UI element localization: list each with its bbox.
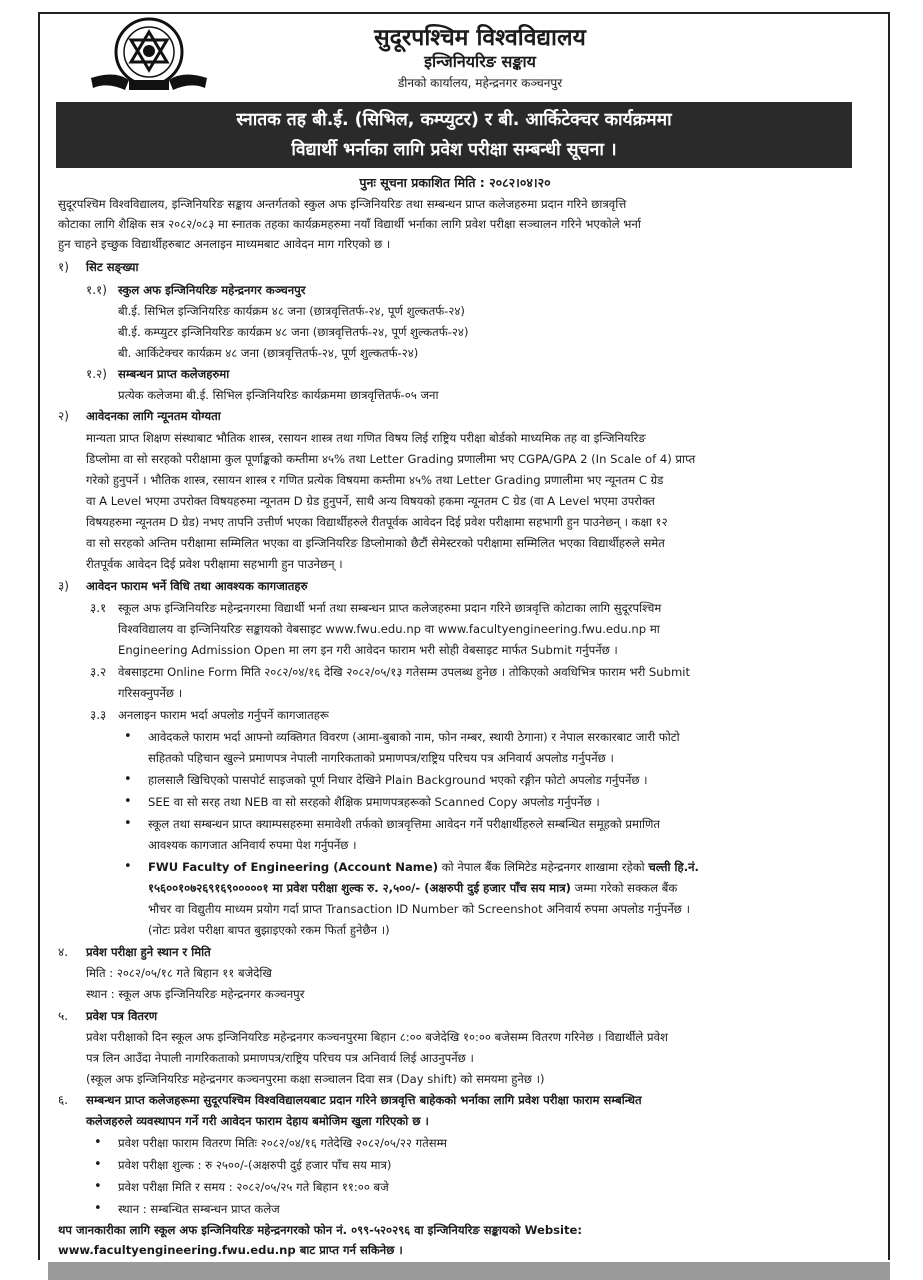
- bullet-icon: •: [124, 816, 132, 831]
- procedure-line: गरिसक्नुपर्नेछ ।: [118, 686, 183, 700]
- notice-title-line-1: स्नातक तह बी.ई. (सिभिल, कम्प्युटर) र बी. आर्किटेक्चर कार्यक्रममा: [236, 110, 672, 130]
- section-6-title-line: सम्बन्धन प्राप्त कलेजहरूमा सुदूरपश्चिम विश्वविद्यालयबाट प्रदान गरिने छात्रवृत्ति बाहेकको भर्नाका लागि प्रवेश परीक्षा फाराम सम्बन्धित: [86, 1093, 642, 1107]
- section-3-3-title: अनलाइन फाराम भर्दा अपलोड गर्नुपर्ने कागजातहरू: [118, 708, 329, 722]
- document-item-line: आवश्यक कागजात अनिवार्य रुपमा पेश गर्नुपर्नेछ ।: [148, 838, 357, 852]
- seat-line: बी.ई. कम्प्युटर इन्जिनियरिङ कार्यक्रम ४८ जना (छात्रवृत्तितर्फ-२४, पूर्ण शुल्कतर्फ-२४): [118, 325, 469, 339]
- section-4-title: प्रवेश परीक्षा हुने स्थान र मिति: [86, 945, 211, 959]
- procedure-line: Engineering Admission Open मा लग इन गरी आवेदन फाराम भरी सोही वेबसाइट मार्फत Submit गर्नुपर्नेछ ।: [118, 643, 618, 657]
- admit-card-line: पत्र लिन आउँदा नेपाली नागरिकताको प्रमाणपत्र/राष्ट्रिय परिचय पत्र अनिवार्य लिई आउनुपर्नेछ ।: [86, 1051, 474, 1065]
- section-5-title: प्रवेश पत्र वितरण: [86, 1009, 158, 1023]
- section-3-number: ३): [58, 579, 69, 593]
- university-name: सुदूरपश्चिम विश्वविद्यालय: [374, 25, 586, 51]
- procedure-line: वेबसाइटमा Online Form मिति २०८२/०४/१६ देखि २०८२/०५/१३ गतेसम्म उपलब्ध हुनेछ । तोकिएको अवधिभित्र फाराम भरी Submit: [118, 665, 691, 679]
- eligibility-line: गरेको हुनुपर्ने । भौतिक शास्त्र, रसायन शास्त्र र गणित प्रत्येक विषयमा कम्तीमा ४५% तथा Letter Grading प्रणालीमा भए न्यूनतम C ग्रेड: [86, 473, 664, 487]
- intro-line: सुदूरपश्चिम विश्वविद्यालय, इन्जिनियरिङ सङ्काय अन्तर्गतको स्कुल अफ इन्जिनियरिङ तथा सम्बन्धन प्राप्त कलेजहरुमा प्रदान गरिने छात्रवृत्ति: [58, 197, 627, 211]
- exam-venue: स्थान : स्कूल अफ इन्जिनियरिङ महेन्द्रनगर कञ्चनपुर: [86, 987, 305, 1001]
- office-name: डीनको कार्यालय, महेन्द्रनगर कञ्चनपुर: [397, 76, 563, 90]
- section-1-2-title: सम्बन्धन प्राप्त कलेजहरुमा: [118, 367, 230, 381]
- college-exam-item: प्रवेश परीक्षा मिति र समय : २०८२/०५/२५ गते बिहान ११:०० बजे: [118, 1180, 389, 1194]
- faculty-name: इन्जिनियरिङ सङ्काय: [424, 52, 536, 71]
- eligibility-line: वा A Level भएमा उपरोक्त विषयहरुमा न्यूनतम D ग्रेड हुनुपर्ने, साथै अन्य विषयको हकमा न्यूनतम C ग्रेड (वा A Level भएमा उपरोक्त: [86, 494, 655, 508]
- document-item-line: आवेदकले फाराम भर्दा आफ्नो व्यक्तिगत विवरण (आमा-बुबाको नाम, फोन नम्बर, स्थायी ठेगाना) र नेपाल सरकारबाट जारी फोटो: [148, 730, 680, 744]
- admit-card-line: (स्कूल अफ इन्जिनियरिङ महेन्द्रनगर कञ्चनपुरमा कक्षा सञ्चालन दिवा सत्र (Day shift) को समयमा हुनेछ ।): [86, 1072, 545, 1086]
- account-number-fee: १५६००१०७२६९१६९०००००१ मा प्रवेश परीक्षा शुल्क रु. २,५००/- (अक्षरुपी दुई हजार पाँच सय मात्र): [148, 881, 571, 895]
- procedure-line: विश्वविद्यालय वा इन्जिनियरिङ सङ्कायको वेबसाइट www.fwu.edu.np वा www.facultyengineering.fwu.edu.np मा: [118, 622, 660, 636]
- section-1-1-title: स्कुल अफ इन्जिनियरिङ महेन्द्रनगर कञ्चनपुर: [118, 283, 306, 297]
- seat-line: बी. आर्किटेक्चर कार्यक्रम ४८ जना (छात्रवृत्तितर्फ-२४, पूर्ण शुल्कतर्फ-२४): [118, 346, 419, 360]
- eligibility-line: रीतपूर्वक आवेदन दिई प्रवेश परीक्षामा सहभागी हुन पाउनेछन् ।: [86, 557, 343, 571]
- section-3-2-number: ३.२: [90, 665, 107, 679]
- bullet-icon: •: [94, 1157, 102, 1172]
- bullet-icon: •: [124, 859, 132, 874]
- account-number-line: [148, 878, 677, 898]
- account-bank-text: को नेपाल बैंक लिमिटेड महेन्द्रनगर शाखामा रहेको: [438, 860, 649, 874]
- eligibility-line: डिप्लोमा वा सो सरहको परीक्षामा कुल पूर्णाङ्कको कम्तीमा ४५% तथा Letter Grading प्रणालीमा भए CGPA/GPA 2 (In Scale of 4) प्राप्त: [86, 452, 696, 466]
- account-voucher-text: जम्मा गरेको सक्कल बैंक: [570, 881, 678, 895]
- section-1-1-number: १.१): [86, 283, 107, 297]
- college-exam-item: प्रवेश परीक्षा शुल्क : रु २५००/-(अक्षरुपी दुई हजार पाँच सय मात्र): [118, 1158, 392, 1172]
- eligibility-line: विषयहरुमा न्यूनतम D ग्रेड) नभए तापनि उत्तीर्ण भएका विद्यार्थीहरुले रीतपूर्वक आवेदन दिई प्रवेश परीक्षामा सहभागी हुन पाउनेछन् । कक्षा १२: [86, 515, 668, 529]
- bullet-icon: •: [124, 772, 132, 787]
- account-name: FWU Faculty of Engineering (Account Name): [148, 860, 439, 874]
- college-exam-item: प्रवेश परीक्षा फाराम वितरण मितिः २०८२/०४/१६ गतेदेखि २०८२/०५/२२ गतेसम्म: [118, 1136, 447, 1150]
- bottom-bar: [48, 1262, 890, 1280]
- section-4-number: ४.: [58, 945, 69, 959]
- procedure-line: स्कूल अफ इन्जिनियरिङ महेन्द्रनगरमा विद्यार्थी भर्ना तथा सम्बन्धन प्राप्त कलेजहरुमा प्रदान गरिने छात्रवृत्ति कोटाका लागि सुदूरपश्चिम: [118, 601, 662, 615]
- section-3-1-number: ३.१: [90, 601, 107, 615]
- section-1-title: सिट सङ्ख्या: [86, 260, 139, 274]
- document-item-line: SEE वा सो सरह तथा NEB वा सो सरहको शैक्षिक प्रमाणपत्रहरूको Scanned Copy अपलोड गर्नुपर्नेछ ।: [148, 795, 600, 809]
- section-2-number: २): [58, 409, 69, 423]
- bullet-icon: •: [94, 1179, 102, 1194]
- intro-line: कोटाका लागि शैक्षिक सत्र २०८२/०८३ मा स्नातक तहका कार्यक्रमहरुमा नयाँ विद्यार्थी भर्नाका लागि प्रवेश परीक्षा सञ्चालन गरिने भएकोले भर्ना: [58, 217, 641, 231]
- college-exam-item: स्थान : सम्बन्धित सम्बन्धन प्राप्त कलेज: [118, 1202, 280, 1216]
- eligibility-line: मान्यता प्राप्त शिक्षण संस्थाबाट भौतिक शास्त्र, रसायन शास्त्र तथा गणित विषय लिई राष्ट्रिय परीक्षा बोर्डको माध्यमिक तह वा इन्जिनियरिङ: [86, 431, 646, 445]
- section-1-2-number: १.२): [86, 367, 107, 381]
- section-5-number: ५.: [58, 1009, 69, 1023]
- republished-date: पुनः सूचना प्रकाशित मिति : २०८२।०४।२०: [359, 175, 551, 190]
- document-item-line: सहितको पहिचान खुल्ने प्रमाणपत्र नेपाली नागरिकताको प्रमाणपत्र/राष्ट्रिय परिचय पत्र अनिवार्य अपलोड गर्नुपर्नेछ ।: [148, 751, 614, 765]
- section-2-title: आवेदनका लागि न्यूनतम योग्यता: [86, 409, 221, 423]
- university-seal-icon: [85, 14, 213, 94]
- seat-line: प्रत्येक कलेजमा बी.ई. सिभिल इन्जिनियरिङ कार्यक्रममा छात्रवृत्तितर्फ-०५ जना: [118, 388, 439, 402]
- document-item-line: स्कूल तथा सम्बन्धन प्राप्त क्याम्पसहरुमा समावेशी तर्फको छात्रवृत्तिमा आवेदन गर्ने परीक्षार्थीहरुले सम्बन्धित समूहको प्रमाणित: [148, 817, 660, 831]
- section-3-3-number: ३.३: [90, 708, 107, 722]
- account-line: [148, 857, 699, 877]
- exam-date: मिति : २०८२/०५/१८ गते बिहान ११ बजेदेखि: [86, 966, 272, 980]
- seat-line: बी.ई. सिभिल इन्जिनियरिङ कार्यक्रम ४८ जना (छात्रवृत्तितर्फ-२४, पूर्ण शुल्कतर्फ-२४): [118, 304, 465, 318]
- document-item-line: भौचर वा विद्युतीय माध्यम प्रयोग गर्दा प्राप्त Transaction ID Number को Screenshot अनिवार्य रुपमा अपलोड गर्नुपर्नेछ ।: [148, 902, 691, 916]
- fee-note: (नोटः प्रवेश परीक्षा बापत बुझाइएको रकम फिर्ता हुनेछैन ।): [148, 923, 390, 937]
- admit-card-line: प्रवेश परीक्षाको दिन स्कूल अफ इन्जिनियरिङ महेन्द्रनगर कञ्चनपुरमा बिहान ८:०० बजेदेखि १०:०० बजेसम्म वितरण गरिनेछ । विद्यार्थीले प्रवेश: [86, 1030, 668, 1044]
- section-6-number: ६.: [58, 1093, 69, 1107]
- eligibility-line: वा सो सरहको अन्तिम परीक्षामा सम्मिलित भएका वा इन्जिनियरिङ डिप्लोमाको छैटौं सेमेस्टरको परीक्षामा सम्मिलित भएका विद्यार्थीहरुले समेत: [86, 536, 665, 550]
- document-item-line: हालसालै खिचिएको पासपोर्ट साइजको पूर्ण निधार देखिने Plain Background भएको रङ्गीन फोटो अपलोड गर्नुपर्नेछ ।: [148, 773, 648, 787]
- notice-title-line-2: विद्यार्थी भर्नाका लागि प्रवेश परीक्षा सम्बन्धी सूचना ।: [291, 140, 617, 160]
- notice-title-banner: [56, 102, 852, 168]
- section-3-title: आवेदन फाराम भर्ने विधि तथा आवश्यक कागजातहरु: [86, 579, 308, 593]
- intro-line: हुन चाहने इच्छुक विद्यार्थीहरुबाट अनलाइन माध्यमबाट आवेदन माग गरिएको छ ।: [58, 237, 391, 251]
- bullet-icon: •: [124, 729, 132, 744]
- account-type: चल्ती हि.नं.: [648, 860, 699, 874]
- section-6-title-line: कलेजहरुले व्यवस्थापन गर्ने गरी आवेदन फाराम देहाय बमोजिम खुला गरिएको छ ।: [86, 1114, 429, 1128]
- contact-info-line: www.facultyengineering.fwu.edu.np बाट प्राप्त गर्न सकिनेछ ।: [58, 1243, 403, 1257]
- bullet-icon: •: [94, 1201, 102, 1216]
- bullet-icon: •: [124, 794, 132, 809]
- contact-info-line: थप जानकारीका लागि स्कूल अफ इन्जिनियरिङ महेन्द्रनगरको फोन नं. ०९९-५२०२९६ वा इन्जिनियरिङ सङ्कायको Website:: [58, 1223, 583, 1237]
- bullet-icon: •: [94, 1135, 102, 1150]
- section-1-number: १): [58, 260, 69, 274]
